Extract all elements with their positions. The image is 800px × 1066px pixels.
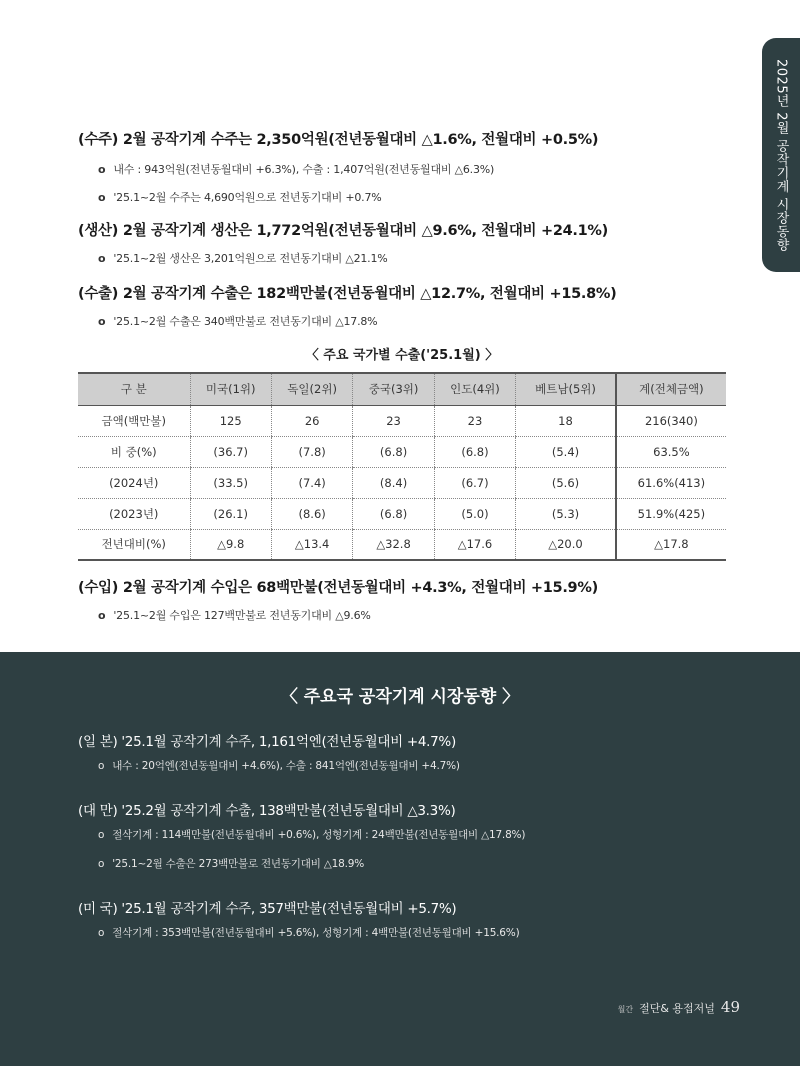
production-bullet-1: o '25.1~2월 생산은 3,201억원으로 전년동기대비 △21.1% bbox=[98, 250, 728, 266]
orders-bullet-1: o 내수 : 943억원(전년동월대비 +6.3%), 수출 : 1,407억원(전년동월대비 △6.3%) bbox=[98, 161, 728, 177]
table-cell: (33.5) bbox=[190, 467, 271, 498]
table-cell: (7.8) bbox=[271, 436, 352, 467]
table-cell: △17.6 bbox=[434, 529, 515, 560]
side-tab-label: 2025년 2월 공작기계 시장동향 bbox=[773, 58, 789, 252]
foreign-section-title: 〈 주요국 공작기계 시장동향 〉 bbox=[280, 687, 520, 707]
table-cell: (5.4) bbox=[516, 436, 616, 467]
table-cell: (7.4) bbox=[271, 467, 352, 498]
table-header: 독일(2위) bbox=[271, 373, 352, 405]
table-cell: (6.8) bbox=[434, 436, 515, 467]
table-cell: 18 bbox=[516, 405, 616, 436]
table-cell: (2023년) bbox=[78, 498, 190, 529]
japan-heading: (일 본) '25.1월 공작기계 수주, 1,161억엔(전년동월대비 +4.7%) bbox=[78, 734, 456, 750]
foreign-section-body bbox=[78, 730, 758, 940]
domestic-section bbox=[78, 128, 728, 329]
table-cell: 61.6%(413) bbox=[616, 467, 726, 498]
production-heading: (생산) 2월 공작기계 생산은 1,772억원(전년동월대비 △9.6%, 전월대비 +24.1%) bbox=[78, 223, 608, 239]
table-header: 중국(3위) bbox=[353, 373, 434, 405]
imports-bullet-1: o '25.1~2월 수입은 127백만불로 전년동기대비 △9.6% bbox=[98, 607, 728, 623]
taiwan-bullet-2: o '25.1~2월 수출은 273백만불로 전년동기대비 △18.9% bbox=[98, 856, 758, 871]
table-row bbox=[78, 498, 726, 529]
japan-bullet-1: o 내수 : 20억엔(전년동월대비 +4.6%), 수출 : 841억엔(전년동월대비 +4.7%) bbox=[98, 758, 758, 773]
table-header: 베트남(5위) bbox=[516, 373, 616, 405]
table-cell: (5.3) bbox=[516, 498, 616, 529]
table-header: 계(전체금액) bbox=[616, 373, 726, 405]
table-cell: △20.0 bbox=[516, 529, 616, 560]
country-export-table bbox=[78, 372, 726, 561]
table-cell: (2024년) bbox=[78, 467, 190, 498]
table-cell: △32.8 bbox=[353, 529, 434, 560]
imports-heading: (수입) 2월 공작기계 수입은 68백만불(전년동월대비 +4.3%, 전월대비 +15.9%) bbox=[78, 580, 598, 596]
table-cell: 비 중(%) bbox=[78, 436, 190, 467]
table-row bbox=[78, 467, 726, 498]
table-header: 미국(1위) bbox=[190, 373, 271, 405]
page-number: 49 bbox=[720, 998, 740, 1016]
table-cell: (8.4) bbox=[353, 467, 434, 498]
taiwan-heading: (대 만) '25.2월 공작기계 수출, 138백만불(전년동월대비 △3.3%) bbox=[78, 803, 456, 819]
table-header-row bbox=[78, 373, 726, 405]
table-cell: (8.6) bbox=[271, 498, 352, 529]
orders-bullet-2: o '25.1~2월 수주는 4,690억원으로 전년동기대비 +0.7% bbox=[98, 189, 728, 205]
table-cell: △17.8 bbox=[616, 529, 726, 560]
table-cell: (5.6) bbox=[516, 467, 616, 498]
table-header: 구 분 bbox=[78, 373, 190, 405]
orders-heading: (수주) 2월 공작기계 수주는 2,350억원(전년동월대비 △1.6%, 전월대비 +0.5%) bbox=[78, 132, 599, 148]
table-row bbox=[78, 529, 726, 560]
table-header: 인도(4위) bbox=[434, 373, 515, 405]
foreign-markets-panel bbox=[0, 652, 800, 1066]
exports-heading: (수출) 2월 공작기계 수출은 182백만불(전년동월대비 △12.7%, 전월대비 +15.8%) bbox=[78, 286, 617, 302]
table-cell: 23 bbox=[353, 405, 434, 436]
taiwan-bullet-1: o 절삭기계 : 114백만불(전년동월대비 +0.6%), 성형기계 : 24백만불(전년동월대비 △17.8%) bbox=[98, 827, 758, 842]
table-cell: (6.8) bbox=[353, 436, 434, 467]
table-cell: 51.9%(425) bbox=[616, 498, 726, 529]
table-cell: 63.5% bbox=[616, 436, 726, 467]
section-side-tab bbox=[762, 38, 800, 272]
table-cell: 금액(백만불) bbox=[78, 405, 190, 436]
export-table-title: 〈 주요 국가별 수출('25.1월) 〉 bbox=[305, 348, 499, 363]
table-cell: (36.7) bbox=[190, 436, 271, 467]
table-cell: (5.0) bbox=[434, 498, 515, 529]
table-cell: (26.1) bbox=[190, 498, 271, 529]
footer-prefix: 월간 bbox=[617, 1005, 634, 1014]
table-row bbox=[78, 405, 726, 436]
table-cell: 216(340) bbox=[616, 405, 726, 436]
table-cell: △13.4 bbox=[271, 529, 352, 560]
imports-section bbox=[78, 576, 728, 623]
usa-bullet-1: o 절삭기계 : 353백만불(전년동월대비 +5.6%), 성형기계 : 4백만불(전년동월대비 +15.6%) bbox=[98, 925, 758, 940]
table-cell: 26 bbox=[271, 405, 352, 436]
table-cell: (6.7) bbox=[434, 467, 515, 498]
table-cell: 125 bbox=[190, 405, 271, 436]
table-cell: 전년대비(%) bbox=[78, 529, 190, 560]
table-row bbox=[78, 436, 726, 467]
usa-heading: (미 국) '25.1월 공작기계 수주, 357백만불(전년동월대비 +5.7%) bbox=[78, 901, 457, 917]
exports-bullet-1: o '25.1~2월 수출은 340백만불로 전년동기대비 △17.8% bbox=[98, 313, 728, 329]
page-footer bbox=[618, 998, 740, 1016]
table-cell: △9.8 bbox=[190, 529, 271, 560]
table-cell: (6.8) bbox=[353, 498, 434, 529]
footer-magazine-name: 절단& 용접저널 bbox=[639, 1002, 715, 1015]
table-cell: 23 bbox=[434, 405, 515, 436]
